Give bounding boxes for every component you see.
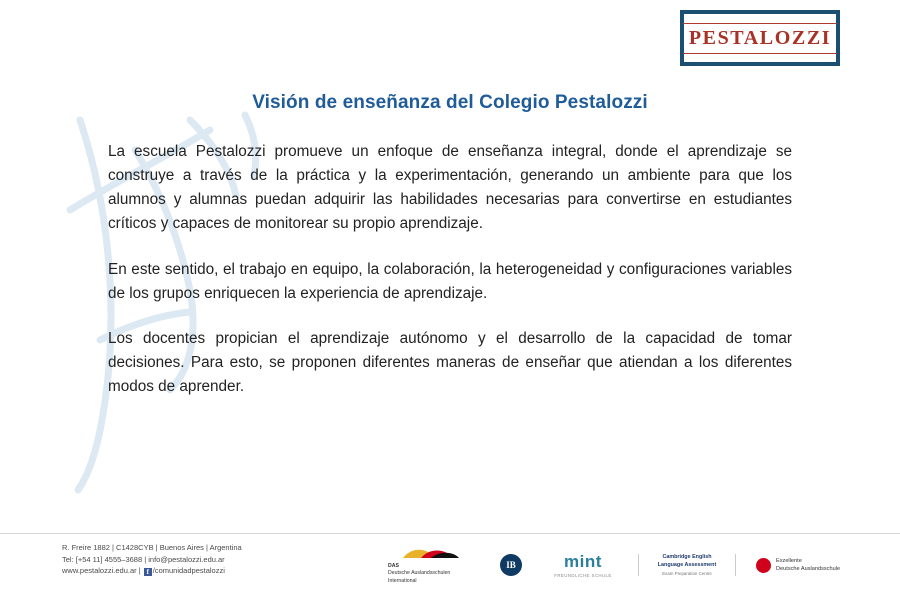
cambridge-line-1: Cambridge English: [662, 553, 712, 560]
das-logo-text: [388, 563, 474, 584]
das-mark-icon: [401, 545, 461, 561]
das-line-2: Deutsche Auslandsschulen: [388, 570, 451, 577]
footer: [0, 533, 900, 600]
facebook-icon[interactable]: f: [144, 568, 152, 576]
address-line-3: [62, 565, 242, 577]
cambridge-line-2: Language Assessment: [657, 561, 717, 568]
paragraph-2: En este sentido, el trabajo en equipo, la colaboración, la heterogeneidad y configuraciones variables de los grupos enriquecen la experiencia de aprendizaje.: [108, 260, 792, 302]
ib-logo: [494, 554, 528, 576]
page-title: Visión de enseñanza del Colegio Pestalozzi: [252, 92, 648, 113]
excellence-line-2: Deutsche Auslandsschule: [776, 566, 841, 572]
address-line-1: R. Freire 1882 | C1428CYB | Buenos Aires | Argentina: [62, 543, 242, 552]
logo-inner-frame: [683, 23, 837, 54]
excellence-line-1: Exzellente: [776, 557, 802, 564]
facebook-handle[interactable]: /comunidadpestalozzi: [152, 566, 225, 576]
pestalozzi-logo: [680, 10, 840, 66]
das-line-3: International: [388, 577, 417, 584]
mint-logo: [548, 552, 618, 578]
footer-address: [62, 542, 242, 577]
excellence-logo-text: [776, 557, 840, 573]
paragraph-3: Los docentes propician el aprendizaje autónomo y el desarrollo de la capacidad de tomar decisiones. Para esto, se proponen diferentes maneras de enseñar que atiendan a los diferentes modos de aprender.: [108, 329, 792, 396]
body-text: [108, 140, 792, 399]
paragraph-1: La escuela Pestalozzi promueve un enfoque de enseñanza integral, donde el aprendizaje se construye a través de la práctica y la experimentación, generando un ambiente para que los alumnos y alumnas puedan adquirir las habilidades necesarias para convertirse en estudiantes críticos y capaces de monitorear su propio aprendizaje.: [108, 143, 792, 233]
logo-text: PESTALOZZI: [688, 26, 832, 49]
cambridge-logo: [638, 554, 736, 576]
cambridge-line-3: Exam Preparation Centre: [662, 571, 712, 577]
excellence-dot-icon: [756, 558, 771, 573]
website-link[interactable]: www.pestalozzi.edu.ar |: [62, 566, 143, 576]
das-logo: [388, 545, 474, 584]
ib-circle-icon: IB: [500, 554, 522, 576]
address-line-2: Tel: [+54 11] 4555–3688 | info@pestalozzi.edu.ar: [62, 554, 225, 564]
das-line-1: DAS: [388, 563, 399, 570]
footer-logos: [388, 540, 852, 590]
mint-logo-tagline: FREUNDLICHE SCHULE: [554, 573, 612, 578]
mint-logo-text: mint: [564, 552, 602, 571]
excellence-logo: [756, 557, 852, 573]
